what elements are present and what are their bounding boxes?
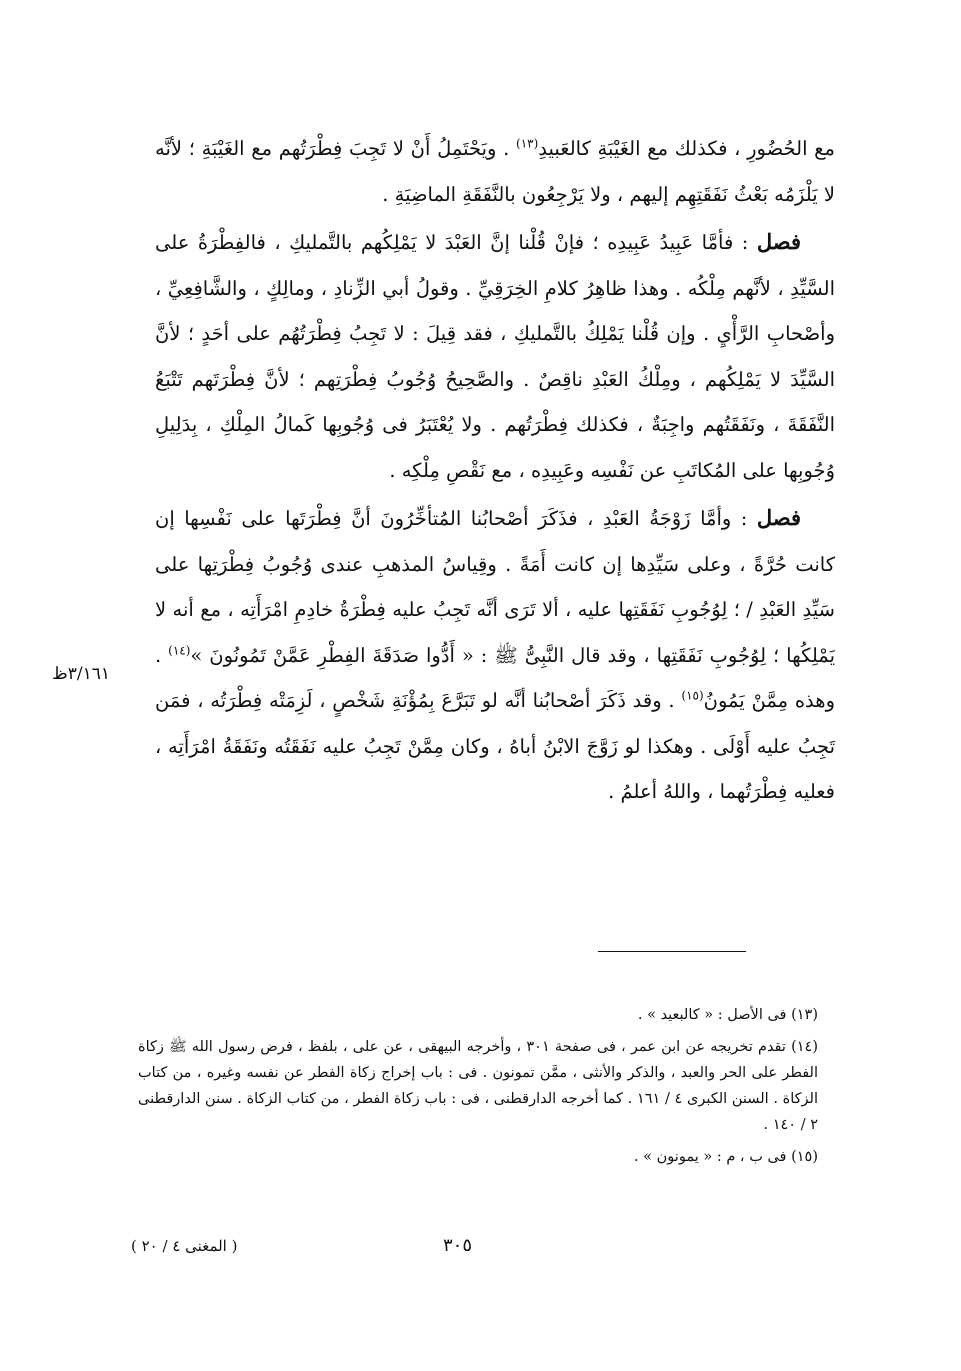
- paragraph-3-text-b: . وهذه مِمَّنْ يَمُونُ: [155, 643, 835, 712]
- paragraph-1-text-b: . ويَحْتَمِلُ أَنْ لا تَجِبَ فِطْرَتُهم مع الغَيْبَةِ ؛ لأنَّه لا يَلْزَمُه بَعْثُ نَفَقَتِهِم إليهم ، ولا يَرْجِعُون بالنَّفَقَةِ الماضِيَةِ .: [155, 137, 835, 206]
- footnotes-block: [138, 1002, 818, 1170]
- paragraph-3-text-c: . وقد ذَكَرَ أصْحابُنا أنَّه لو تَبَرَّعَ بِمُؤْنَةِ شَخْصٍ ، لَزِمَتْه فِطْرَتُه ، فمَن تَجِبُ عليه أَوْلَى . وهكذا لو زَوَّجَ الابْنُ أباهُ ، وكان مِمَّنْ تَجِبُ عليه نَفَقَتُه ونَفَقَةُ امْرَأَتِه ، فعليه فِطْرَتُهما ، واللهُ أعلمُ .: [155, 689, 835, 803]
- paragraph-3-text-a: : وأمَّا زَوْجَةُ العَبْدِ ، فذَكَرَ أصْحابُنا المُتأخِّرُونَ أنَّ فِطْرَتَها على نَفْسِها إن كانت حُرَّةً ، وعلى سَيِّدِها إن كانت أَمَةً . وقِياسُ المذهبِ عندى وُجُوبُ فِطْرَتِها على سَيِّدِ العَبْدِ / ؛ لِوُجُوبِ نَفَقَتِها عليه ، ألا تَرَى أنَّه تَجِبُ عليه فِطْرَةُ خادِمِ امْرَأَتِه ، مع أنه لا يَمْلِكُها ؛ لِوُجُوبِ نَفَقَتِها ، وقد قال النَّبِىُّ ﷺ : « أَدُّوا صَدَقَةَ الفِطْرِ عَمَّنْ تَمُونُونَ »: [155, 507, 835, 667]
- main-text-block: [155, 126, 835, 815]
- footnote-marker-13: (١٣): [516, 136, 539, 151]
- paragraph-1: [155, 126, 835, 217]
- volume-reference: ( المغنى ٤ / ٢٠ ): [131, 1237, 238, 1255]
- paragraph-2: [155, 219, 835, 493]
- margin-manuscript-reference: ٣/١٦١ظ: [52, 664, 110, 684]
- section-heading-fasl-1: فصل: [756, 229, 801, 254]
- section-heading-fasl-2: فصل: [756, 505, 801, 530]
- paragraph-1-text-a: مع الحُضُورِ ، فكذلك مع الغَيْبَةِ كالعَبيدِ: [538, 137, 836, 160]
- paragraph-3: [155, 495, 835, 815]
- footnote-marker-15: (١٥): [681, 688, 704, 703]
- footnote-separator-rule: [598, 951, 746, 952]
- page-number: ٣٠٥: [443, 1235, 473, 1256]
- paragraph-2-text: : فأمَّا عَبِيدُ عَبِيدِه ؛ فإنْ قُلْنا إنَّ العَبْدَ لا يَمْلِكُهم بالتَّمليكِ ، فالفِطْرَةُ على السَّيِّدِ ، لأنَّهم مِلْكُه . وهذا ظاهِرُ كلامِ الخِرَقِيِّ . وقولُ أبي الزِّنادِ ، ومالِكٍ ، والشَّافِعِيِّ ، وأصْحابِ الرَّأْيِ . وإن قُلْنا يَمْلِكُ بالتَّمليكِ ، فقد قِيلَ : لا تَجِبُ فِطْرَتُهُم على أحَدٍ ؛ لأنَّ السَّيِّدَ لا يَمْلِكُهم ، ومِلْكُ العَبْدِ ناقِصٌ . والصَّحِيحُ وُجُوبُ فِطْرَتِهم ؛ لأنَّ فِطْرَتَهم تَتْبَعُ النَّفَقَةَ ، ونَفَقَتُهم واجِبَةٌ ، فكذلك فِطْرَتُهم . ولا يُعْتَبَرُ فى وُجُوبِها كَمالُ المِلْكِ ، بِدَلِيلِ وُجُوبِها على المُكاتَبِ عن نَفْسِه وعَبِيدِه ، مع نَقْصِ مِلْكِه .: [155, 231, 835, 482]
- footnote-13: (١٣) فى الأصل : « كالبعيد » .: [637, 1007, 818, 1023]
- footnote-15: (١٥) فى ب ، م : « يمونون » .: [633, 1149, 818, 1165]
- footnote-14: (١٤) تقدم تخريجه عن ابن عمر ، فى صفحة ٣٠١ ، وأخرجه البيهقى ، عن على ، بلفظ ، فرض رسول الله ﷺ زكاة الفطر على الحر والعبد ، والذكر والأنثى ، ممَّن تمونون . فى : باب إخراج زكاة الفطر عن نفسه وغيره ، من كتاب الزكاة . السنن الكبرى ٤ / ١٦١ . كما أخرجه الدارقطنى ، فى : باب زكاة الفطر ، من كتاب الزكاة . سنن الدارقطنى ٢ / ١٤٠ .: [138, 1039, 819, 1133]
- footnote-marker-14: (١٤): [168, 643, 191, 657]
